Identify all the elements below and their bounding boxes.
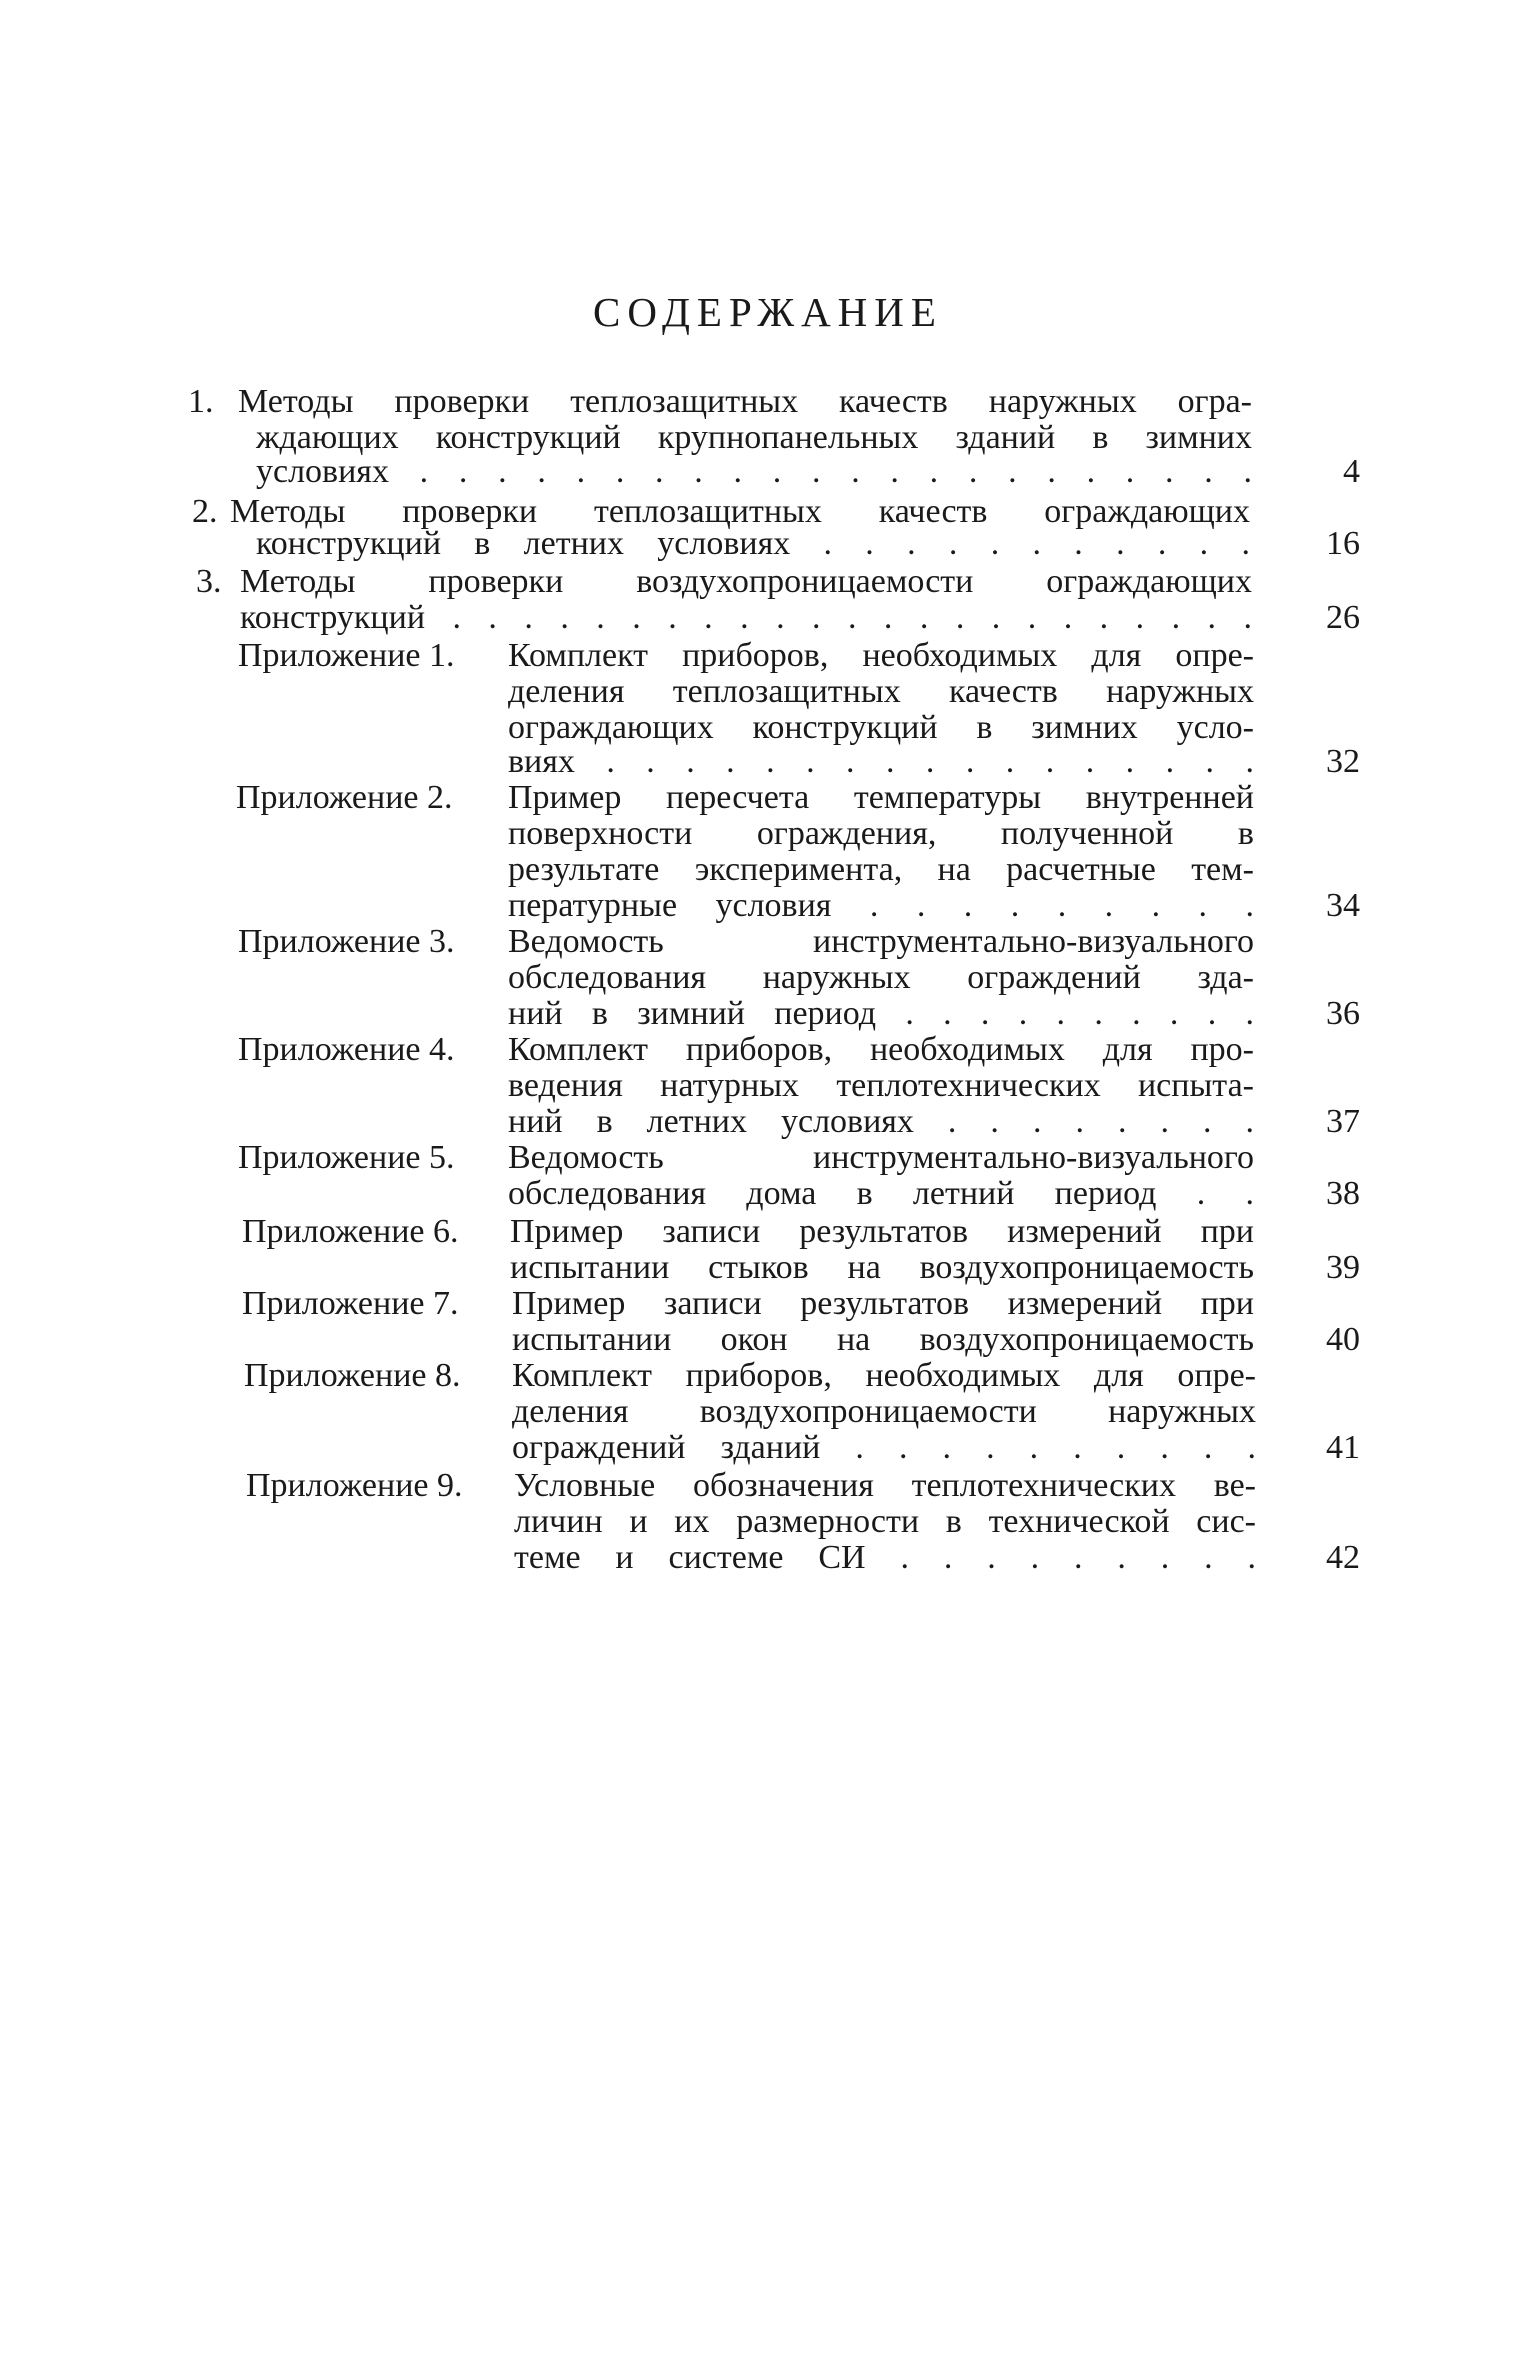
appendix-9-label: Приложение 9. <box>246 1467 463 1504</box>
section-2-line-1: Методы проверки теплозащитных качеств ограждающих <box>230 493 1250 530</box>
appendix-4-line-1: Комплект приборов, необходимых для про- <box>508 1031 1254 1068</box>
appendix-9-line-3: теме и системе СИ . . . . . . . . . <box>514 1539 1256 1576</box>
appendix-6-label: Приложение 6. <box>242 1213 459 1250</box>
appendix-8-page: 41 <box>1326 1429 1360 1466</box>
appendix-4-line-2: ведения натурных теплотехнических испыта- <box>508 1067 1254 1104</box>
appendix-6-line-2: испытании стыков на воздухопроницаемость <box>510 1249 1254 1286</box>
appendix-5-line-1: Ведомость инструментально-визуального <box>508 1139 1254 1176</box>
page-title: СОДЕРЖАНИЕ <box>593 289 943 335</box>
appendix-1-label: Приложение 1. <box>238 637 455 674</box>
appendix-2-label: Приложение 2. <box>236 779 453 816</box>
appendix-8-line-2: деления воздухопроницаемости наружных <box>512 1393 1256 1430</box>
appendix-1-page: 32 <box>1326 743 1360 780</box>
section-3-line-2: конструкций . . . . . . . . . . . . . . . . . . . . . . . <box>240 599 1252 636</box>
appendix-9-line-1: Условные обозначения теплотехнических ве- <box>514 1467 1256 1504</box>
appendix-7-page: 40 <box>1326 1321 1360 1358</box>
section-1-line-2: ждающих конструкций крупнопанельных зданий в зимних <box>256 419 1252 456</box>
appendix-6-line-1: Пример записи результатов измерений при <box>510 1213 1254 1250</box>
appendix-1-line-4: виях . . . . . . . . . . . . . . . . . <box>508 743 1254 780</box>
section-1-page: 4 <box>1343 453 1360 490</box>
section-2-page: 16 <box>1326 525 1360 562</box>
appendix-9-page: 42 <box>1326 1539 1360 1576</box>
appendix-4-line-3: ний в летних условиях . . . . . . . . <box>508 1103 1254 1140</box>
appendix-4-page: 37 <box>1326 1103 1360 1140</box>
appendix-1-line-2: деления теплозащитных качеств наружных <box>508 673 1254 710</box>
appendix-5-line-2: обследования дома в летний период . . <box>508 1175 1254 1212</box>
appendix-5-page: 38 <box>1326 1175 1360 1212</box>
appendix-5-label: Приложение 5. <box>238 1139 455 1176</box>
appendix-7-line-2: испытании окон на воздухопроницаемость <box>512 1321 1254 1358</box>
section-3-page: 26 <box>1326 599 1360 636</box>
appendix-8-line-3: ограждений зданий . . . . . . . . . . <box>512 1429 1256 1466</box>
appendix-2-line-3: результате эксперимента, на расчетные тем- <box>508 851 1254 888</box>
appendix-1-line-3: ограждающих конструкций в зимних усло- <box>508 709 1254 746</box>
section-1-line-3: условиях . . . . . . . . . . . . . . . . . . . . . . <box>256 453 1252 490</box>
section-3-line-1: Методы проверки воздухопроницаемости ограждающих <box>240 563 1252 600</box>
appendix-2-line-1: Пример пересчета температуры внутренней <box>508 779 1254 816</box>
appendix-2-line-4: пературные условия . . . . . . . . . <box>508 887 1254 924</box>
appendix-8-line-1: Комплект приборов, необходимых для опре- <box>512 1357 1256 1394</box>
appendix-2-line-2: поверхности ограждения, полученной в <box>508 815 1254 852</box>
appendix-7-line-1: Пример записи результатов измерений при <box>512 1285 1254 1322</box>
appendix-2-page: 34 <box>1326 887 1360 924</box>
appendix-1-line-1: Комплект приборов, необходимых для опре- <box>508 637 1254 674</box>
section-1-number: 1. <box>188 383 214 420</box>
appendix-3-page: 36 <box>1326 995 1360 1032</box>
appendix-8-label: Приложение 8. <box>244 1357 461 1394</box>
section-3-number: 3. <box>196 563 222 600</box>
appendix-3-line-1: Ведомость инструментально-визуального <box>508 923 1254 960</box>
appendix-3-line-2: обследования наружных ограждений зда- <box>508 959 1254 996</box>
appendix-3-line-3: ний в зимний период . . . . . . . . . . <box>508 995 1254 1032</box>
appendix-4-label: Приложение 4. <box>238 1031 455 1068</box>
section-1-line-1: Методы проверки теплозащитных качеств наружных огра- <box>238 383 1252 420</box>
appendix-9-line-2: личин и их размерности в технической сис- <box>514 1503 1256 1540</box>
appendix-7-label: Приложение 7. <box>242 1285 459 1322</box>
appendix-6-page: 39 <box>1326 1249 1360 1286</box>
section-2-number: 2. <box>192 493 218 530</box>
appendix-3-label: Приложение 3. <box>238 923 455 960</box>
section-2-line-2: конструкций в летних условиях . . . . . . . . . . . <box>256 525 1250 562</box>
